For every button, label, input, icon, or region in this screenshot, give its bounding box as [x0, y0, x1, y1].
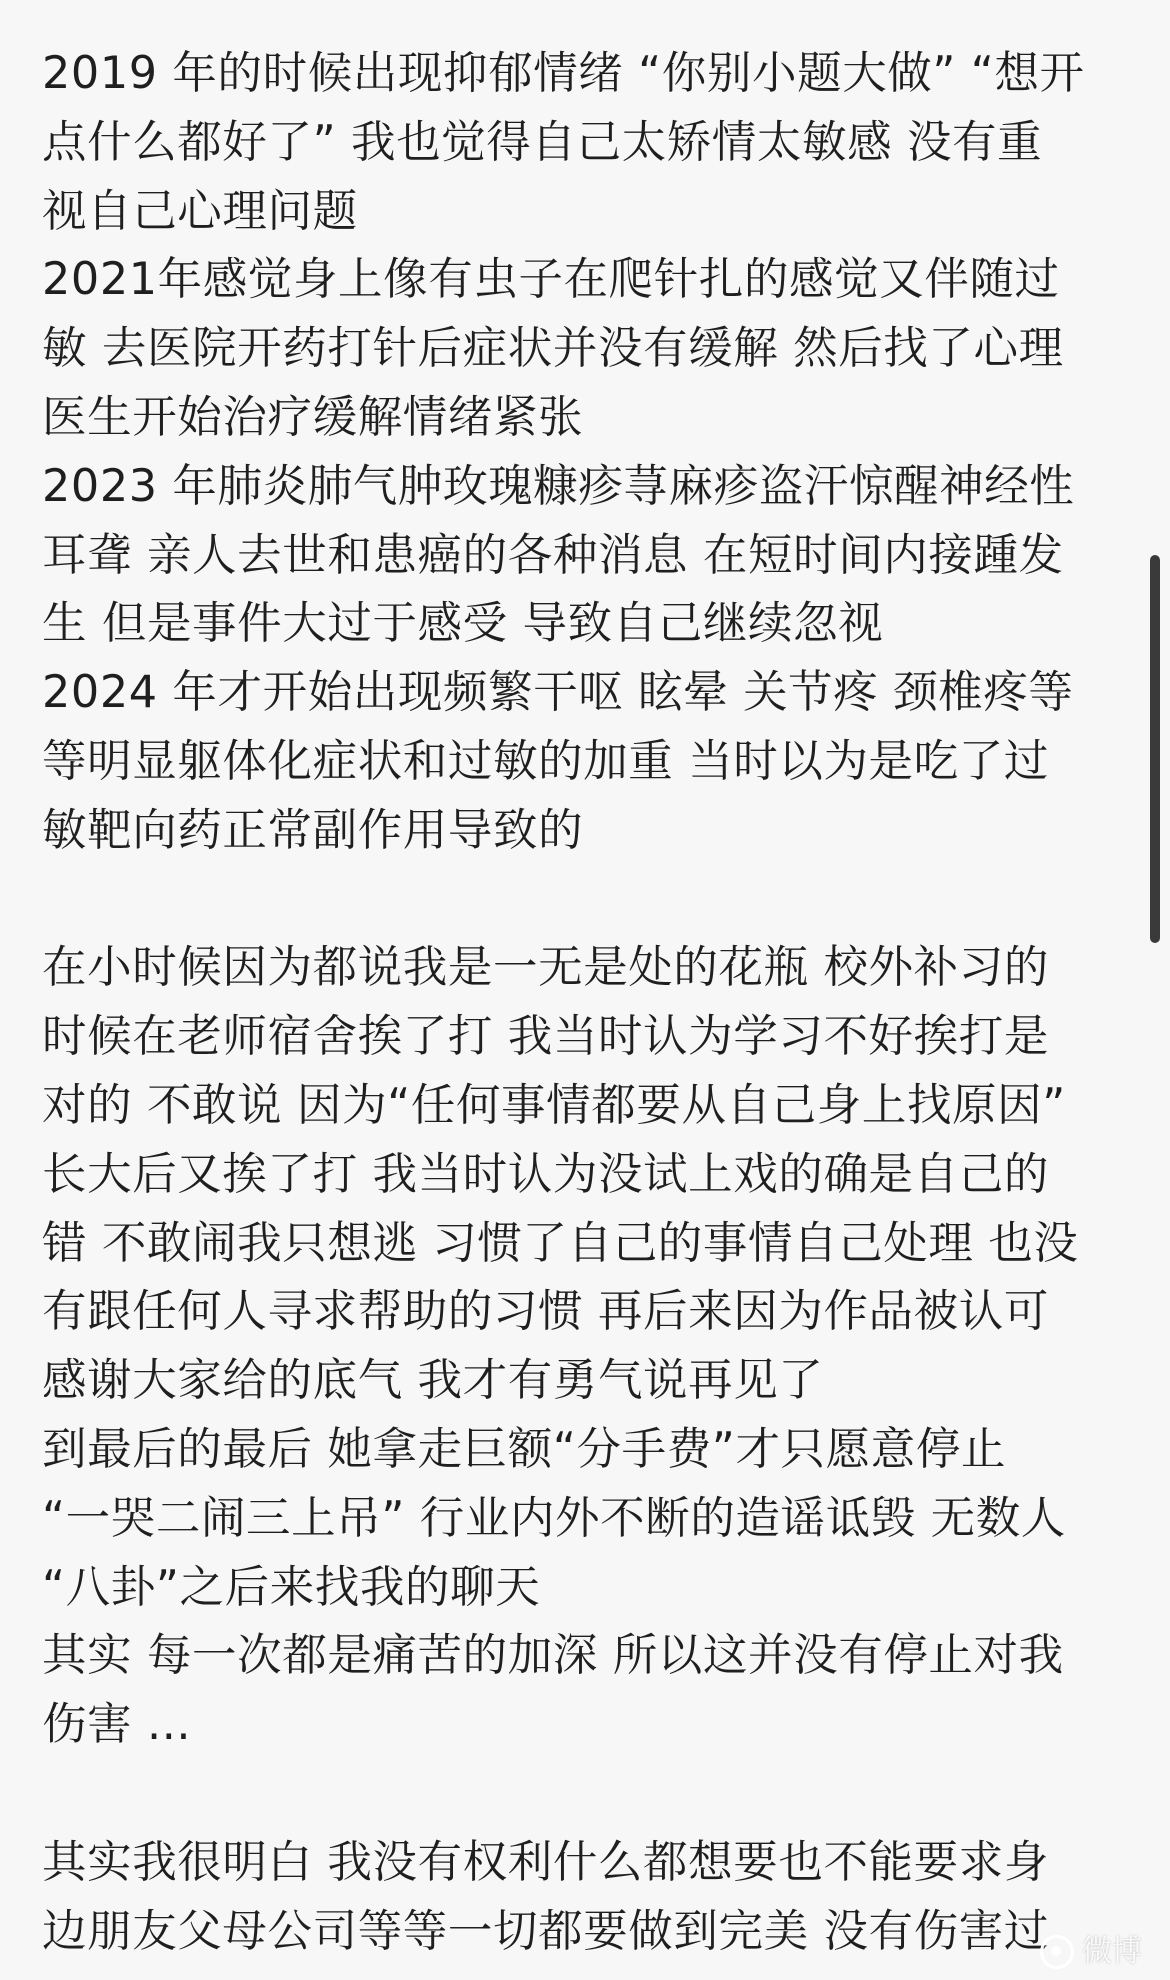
text-line: 2024 年才开始出现频繁干呕 眩晕 关节疼 颈椎疼等 [42, 667, 1074, 719]
text-line: 2021年感觉身上像有虫子在爬针扎的感觉又伴随过 [42, 254, 1060, 306]
text-line: “八卦”之后来找我的聊天 [42, 1561, 541, 1613]
text-line: 边朋友父母公司等等一切都要做到完美 没有伤害过 [42, 1905, 1049, 1957]
post-text-area [42, 40, 1132, 1966]
weibo-watermark [1040, 1932, 1142, 1972]
text-line: 其实我很明白 我没有权利什么都想要也不能要求身 [42, 1836, 1049, 1888]
text-line: 其实 每一次都是痛苦的加深 所以这并没有停止对我 [42, 1630, 1064, 1682]
text-line: 点什么都好了” 我也觉得自己太矫情太敏感 没有重 [42, 116, 1043, 168]
text-line: 耳聋 亲人去世和患癌的各种消息 在短时间内接踵发 [42, 529, 1064, 581]
text-line: 有跟任何人寻求帮助的习惯 再后来因为作品被认可 [42, 1286, 1049, 1338]
text-line: 时候在老师宿舍挨了打 我当时认为学习不好挨打是 [42, 1011, 1049, 1063]
text-line: 在小时候因为都说我是一无是处的花瓶 校外补习的 [42, 942, 1049, 994]
paragraph-spacer [42, 866, 1132, 935]
watermark-text: 微博 [1082, 1935, 1142, 1968]
text-line: 到最后的最后 她拿走巨额“分手费”才只愿意停止 [42, 1423, 1007, 1475]
text-line: 感谢大家给的底气 我才有勇气说再见了 [42, 1355, 824, 1407]
text-line: 长大后又挨了打 我当时认为没试上戏的确是自己的 [42, 1148, 1049, 1200]
text-line: 2019 年的时候出现抑郁情绪 “你别小题大做” “想开 [42, 48, 1085, 99]
text-line: 敏靶向药正常副作用导致的 [42, 804, 584, 856]
weibo-logo-icon [1040, 1935, 1074, 1969]
paragraph-spacer [42, 1760, 1132, 1829]
text-line: 敏 去医院开药打针后症状并没有缓解 然后找了心理 [42, 323, 1064, 375]
text-line: 伤害 ... [42, 1699, 192, 1751]
text-line: 2023 年肺炎肺气肿玫瑰糠疹荨麻疹盗汗惊醒神经性 [42, 460, 1075, 512]
text-line: 生 但是事件大过于感受 导致自己继续忽视 [42, 598, 884, 650]
text-line: 错 不敢闹我只想逃 习惯了自己的事情自己处理 也没 [42, 1217, 1079, 1269]
text-line: 视自己心理问题 [42, 185, 358, 237]
text-line: 等明显躯体化症状和过敏的加重 当时以为是吃了过 [42, 735, 1049, 787]
text-line: 医生开始治疗缓解情绪紧张 [42, 391, 584, 443]
text-line: 对的 不敢说 因为“任何事情都要从自己身上找原因” [42, 1079, 1066, 1131]
scrollbar-thumb[interactable] [1150, 555, 1160, 943]
text-line: “一哭二闹三上吊” 行业内外不断的造谣诋毁 无数人 [42, 1492, 1066, 1544]
